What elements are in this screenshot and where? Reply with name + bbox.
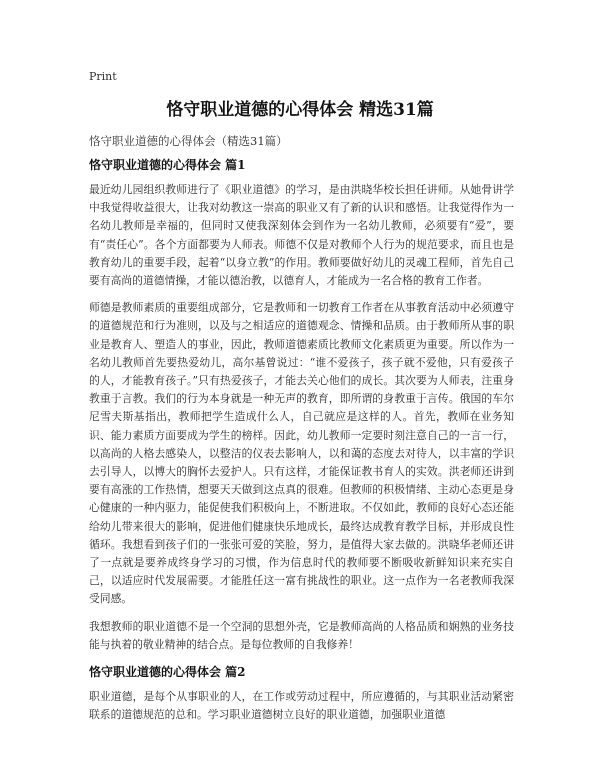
paragraph: 最近幼儿园组织教师进行了《职业道德》的学习，是由洪晓华校长担任讲师。从她骨讲学中我觉得收益很大，让我对幼教这一崇高的职业又有了新的认识和感悟。让我觉得作为一名幼儿教师是幸福的，但同时又使我深刻体会到作为一名幼儿教师，必须要有“爱”，要有“责任心”。各个方面都要为人师表。师德不仅是对教师个人行为的规范要求，而且也是教育幼儿的重要手段，起着“以身立教”的作用。教师要做好幼儿的灵魂工程师，首先自己要有高尚的道德情操，才能以德治教，以德育人，才能成为一名合格的教育工作者。 bbox=[89, 183, 514, 288]
paragraph: 师德是教师素质的重要组成部分，它是教师和一切教育工作者在从事教育活动中必须遵守的道德规范和行为准则，以及与之相适应的道德观念、情操和品质。由于教师所从事的职业是教育人、塑造人的事业，因此，教师道德素质比教师文化素质更为重要。所以作为一名幼儿教师首先要热爱幼儿，高尔基曾说过：“谁不爱孩子，孩子就不爱他，只有爱孩子的人，才能教育孩子。”只有热爱孩子，才能去关心他们的成长。其次要为人师表，注重身教重于言教。我们的行为本身就是一种无声的教育，即所谓的身教重于言传。俄国的车尔尼雪夫斯基指出，教师把学生造成什么人，自己就应是这样的人。首先，教师在业务知识、能力素质方面要成为学生的榜样。因此，幼儿教师一定要时刻注意自己的一言一行，以高尚的人格去感染人，以整洁的仪表去影响人，以和蔼的态度去对待人，以丰富的学识去引导人，以博大的胸怀去爱护人。只有这样，才能保证教书育人的实效。洪老师还讲到要有高涨的工作热情，想要天天做到这点真的很难。但教师的积极情绪、主动心态更是身心健康的一种内驱力，能促使我们积极向上，不断进取。不仅如此，教师的良好心态还能给幼儿带来很大的影响，促进他们健康快乐地成长，最终达成教育教学目标，并形成良性循环。我想看到孩子们的一张张可爱的笑脸，努力，是值得大家去做的。洪晓华老师还讲了一点就是要养成终身学习的习惯，作为信息时代的教师要不断吸收新鲜知识来充实自己，以适应时代发展需要。才能胜任这一富有挑战性的职业。这一点作为一名老教师我深受同感。 bbox=[89, 301, 514, 606]
section-heading: 恪守职业道德的心得体会 篇2 bbox=[89, 665, 246, 680]
paragraph: 职业道德，是每个从事职业的人，在工作或劳动过程中，所应遵循的，与其职业活动紧密联系的道德规范的总和。学习职业道德树立良好的职业道德，加强职业道德 bbox=[89, 690, 514, 722]
page-subtitle: 恪守职业道德的心得体会（精选31篇） bbox=[89, 134, 288, 148]
page-title: 恪守职业道德的心得体会 精选31篇 bbox=[166, 100, 434, 120]
print-link[interactable]: Print bbox=[89, 70, 117, 83]
article-body bbox=[89, 156, 514, 733]
section-heading: 恪守职业道德的心得体会 篇1 bbox=[89, 158, 246, 172]
paragraph: 我想教师的职业道德不是一个空洞的思想外壳，它是教师高尚的人格品质和娴熟的业务技能与执着的敬业精神的结合点。是每位教师的自我修养！ bbox=[89, 619, 514, 651]
